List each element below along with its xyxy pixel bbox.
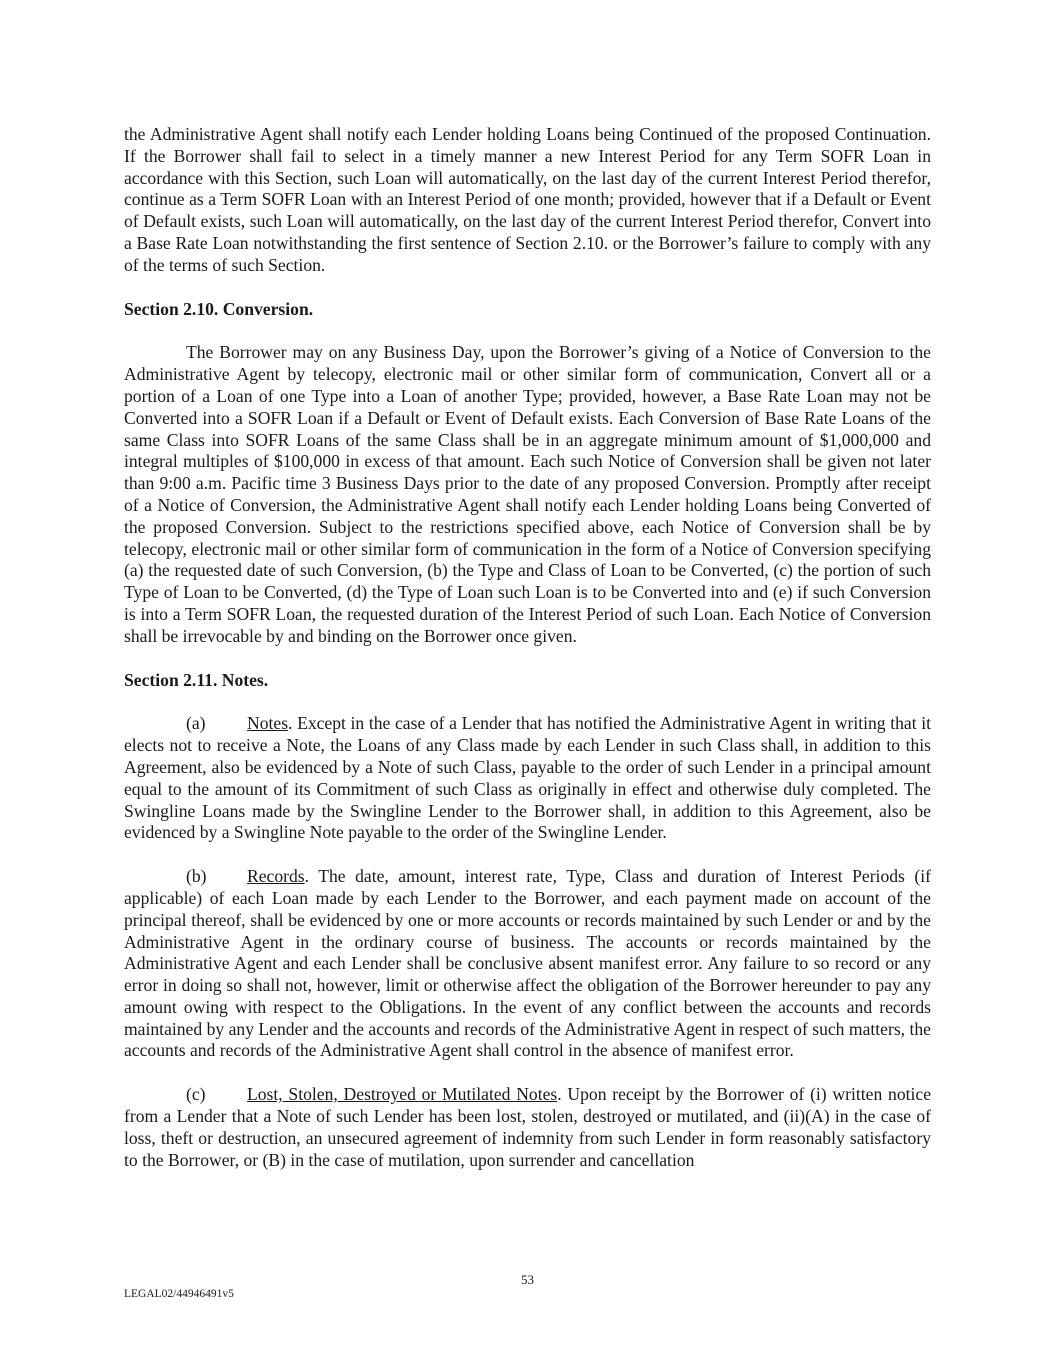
section-2-10-paragraph: The Borrower may on any Business Day, upon the Borrower’s giving of a Notice of Conversion to the Administrative Agent by telecopy, electronic mail or other similar form of communication, Convert all or a portion of a Loan of one Type into a Loan of another Type; provided, however, a Base Rate Loan may not be Converted into a SOFR Loan if a Default or Event of Default exists. Each Conversion of Base Rate Loans of the same Class into SOFR Loans of the same Class shall be in an aggregate minimum amount of $1,000,000 and integral multiples of $100,000 in excess of that amount. Each such Notice of Conversion shall be given not later than 9:00 a.m. Pacific time 3 Business Days prior to the date of any proposed Conversion. Promptly after receipt of a Notice of Conversion, the Administrative Agent shall notify each Lender holding Loans being Converted of the proposed Conversion. Subject to the restrictions specified above, each Notice of Conversion shall be by telecopy, electronic mail or other similar form of communication in the form of a Notice of Conversion specifying (a) the requested date of such Conversion, (b) the Type and Class of Loan to be Converted, (c) the portion of such Type of Loan to be Converted, (d) the Type of Loan such Loan is to be Converted into and (e) if such Conversion is into a Term SOFR Loan, the requested duration of the Interest Period of such Loan. Each Notice of Conversion shall be irrevocable by and binding on the Borrower once given. [124,342,931,646]
subsection-b-title: Records [247,866,305,887]
subsection-b-paragraph [124,866,931,1062]
section-2-11-heading: Section 2.11. Notes. [124,669,269,690]
section-2-10-heading: Section 2.10. Conversion. [124,298,314,319]
document-page [124,124,931,1171]
continuation-paragraph: the Administrative Agent shall notify each Lender holding Loans being Continued of the proposed Continuation. If the Borrower shall fail to select in a timely manner a new Interest Period for any Term SOFR Loan in accordance with this Section, such Loan will automatically, on the last day of the current Interest Period therefor, continue as a Term SOFR Loan with an Interest Period of one month; provided, however that if a Default or Event of Default exists, such Loan will automatically, on the last day of the current Interest Period therefor, Convert into a Base Rate Loan notwithstanding the first sentence of Section 2.10. or the Borrower’s failure to comply with any of the terms of such Section. [124,124,931,275]
subsection-a-text: . Except in the case of a Lender that has notified the Administrative Agent in writing that it elects not to receive a Note, the Loans of any Class made by each Lender in such Class shall, in addition to this Agreement, also be evidenced by a Note of such Class, payable to the order of such Lender in a principal amount equal to the amount of its Commitment of such Class as originally in effect and otherwise duly completed. The Swingline Loans made by the Swingline Lender to the Borrower shall, in addition to this Agreement, also be evidenced by a Swingline Note payable to the order of the Swingline Lender. [124,713,931,843]
subsection-c-paragraph [124,1084,931,1171]
document-id: LEGAL02/44946491v5 [124,1288,234,1300]
subsection-c-title: Lost, Stolen, Destroyed or Mutilated Notes [247,1084,558,1105]
subsection-a-title: Notes [247,713,289,734]
page-number: 53 [521,1272,534,1287]
subsection-c-text: . Upon receipt by the Borrower of (i) written notice from a Lender that a Note of such Lender has been lost, stolen, destroyed or mutilated, and (ii)(A) in the case of loss, theft or destruction, an unsecured agreement of indemnity from such Lender in form reasonably satisfactory to the Borrower, or (B) in the case of mutilation, upon surrender and cancellation [124,1084,932,1170]
subsection-a-paragraph [124,713,931,844]
subsection-a-marker: (a) [186,713,206,734]
subsection-b-text: . The date, amount, interest rate, Type, Class and duration of Interest Periods (if applicable) of each Loan made by each Lender to the Borrower, and each payment made on account of the principal thereof, shall be evidenced by one or more accounts or records maintained by such Lender or and by the Administrative Agent in the ordinary course of business. The accounts or records maintained by the Administrative Agent and each Lender shall be conclusive absent manifest error. Any failure to so record or any error in doing so shall not, however, limit or otherwise affect the obligation of the Borrower hereunder to pay any amount owing with respect to the Obligations. In the event of any conflict between the accounts and records maintained by any Lender and the accounts and records of the Administrative Agent in respect of such matters, the accounts and records of the Administrative Agent shall control in the absence of manifest error. [124,866,931,1061]
subsection-b-marker: (b) [186,866,207,887]
subsection-c-marker: (c) [186,1084,206,1105]
